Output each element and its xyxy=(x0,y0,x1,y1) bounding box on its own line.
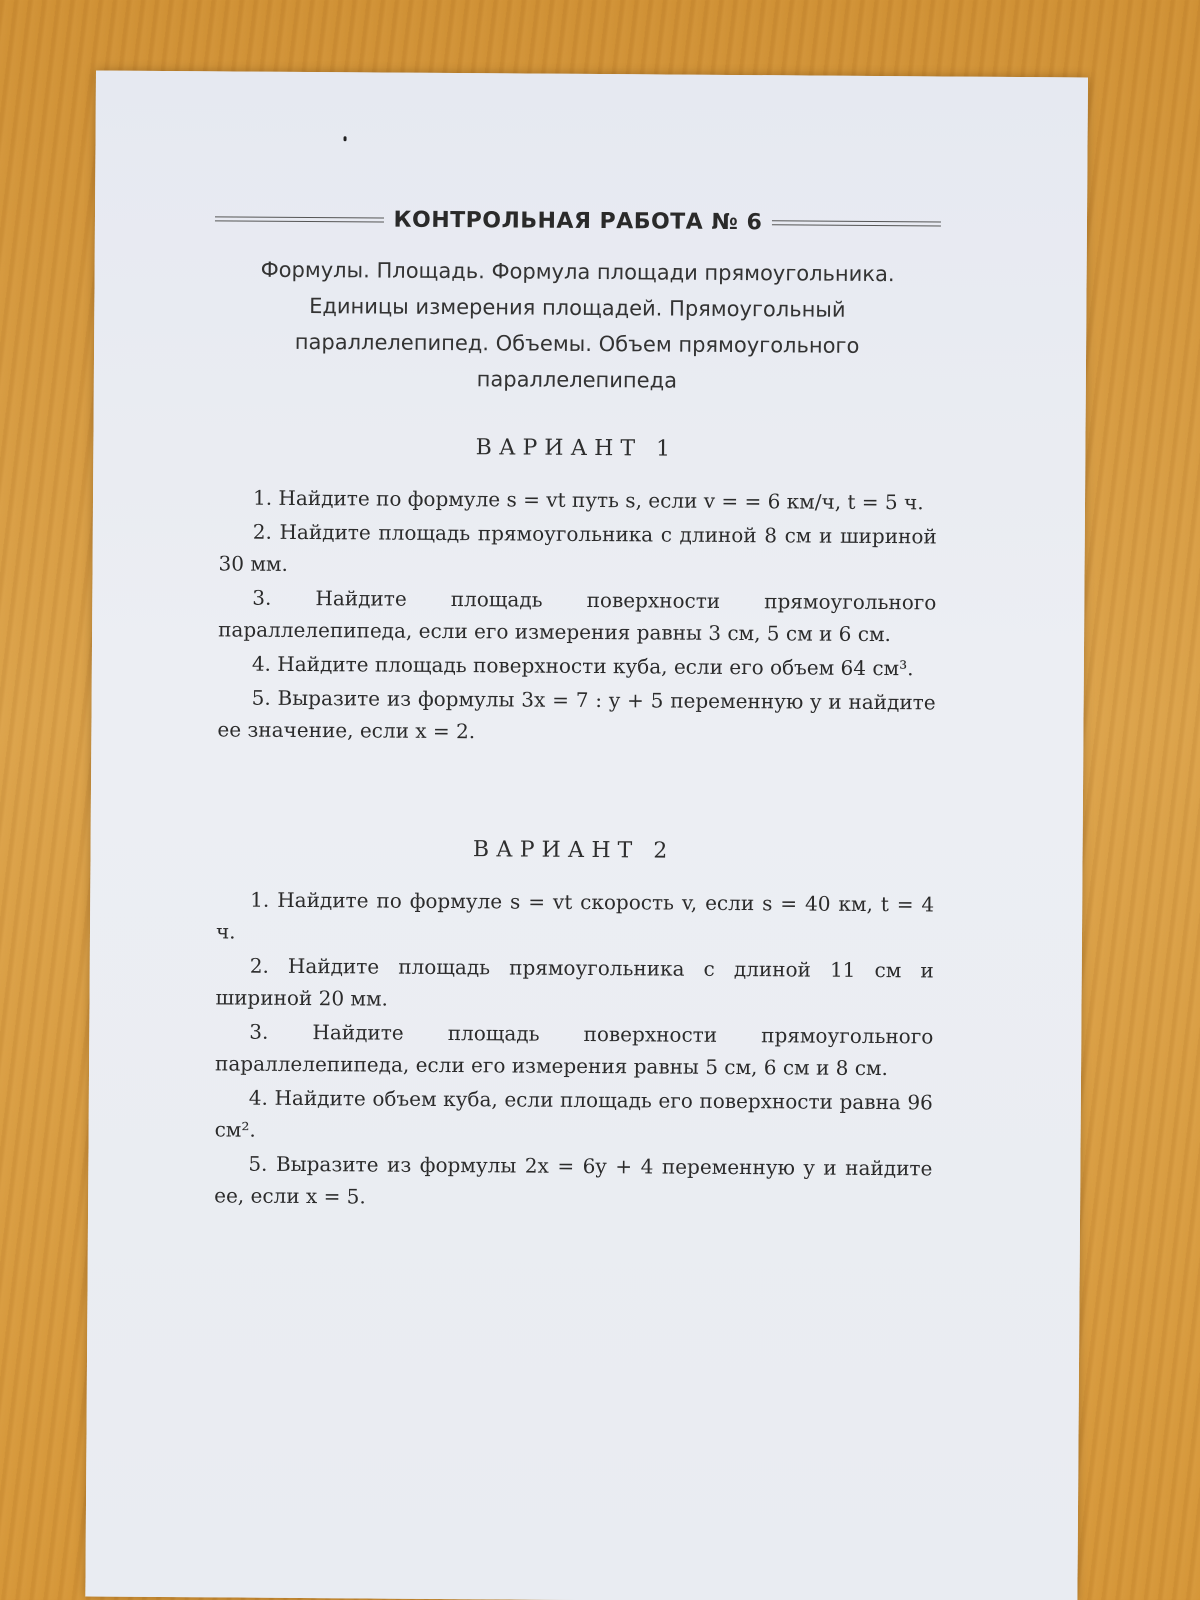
task-item: 4. Найдите площадь поверхности куба, если его объем 64 см³. xyxy=(251,651,914,681)
ink-speck xyxy=(344,136,347,141)
task-item: 2. Найдите площадь прямоугольника с длиной 11 см и шириной 20 мм. xyxy=(215,953,934,1011)
task-item: 3. Найдите площадь поверхности прямоугольного параллелепипеда, если его измерения равны 3 см, 5 см и 6 см. xyxy=(218,585,937,647)
header-rule-left xyxy=(215,216,384,222)
variant-2-heading: ВАРИАНТ 2 xyxy=(472,837,675,864)
header-rule-right xyxy=(772,220,941,226)
task-item: 1. Найдите по формуле s = vt скорость v, если s = 40 км, t = 4 ч. xyxy=(215,887,935,944)
task-item: 4. Найдите объем куба, если площадь его поверхности равна 96 см². xyxy=(214,1085,933,1142)
task-item: 1. Найдите по формуле s = vt путь s, если v = = 6 км/ч, t = 5 ч. xyxy=(252,485,924,515)
task-item: 3. Найдите площадь поверхности прямоугольного параллелепипеда, если его измерения равны 5 см, 6 см и 8 см. xyxy=(214,1019,934,1081)
document-subtitle: Формулы. Площадь. Формула площади прямоугольника. Единицы измерения площадей. Прямоугольный параллелепипед. Объемы. Объем прямоугольного параллелепипеда xyxy=(260,257,895,393)
variant-2-tasks xyxy=(214,883,934,1218)
task-item: 2. Найдите площадь прямоугольника с длиной 8 см и шириной 30 мм. xyxy=(218,519,937,576)
document-title: КОНТРОЛЬНАЯ РАБОТА № 6 xyxy=(393,207,763,235)
task-item: 5. Выразите из формулы 2x = 6y + 4 переменную y и найдите ее, если x = 5. xyxy=(214,1151,933,1209)
paper-sheet xyxy=(85,71,1088,1600)
task-item: 5. Выразите из формулы 3x = 7 : y + 5 переменную y и найдите ее значение, если x = 2. xyxy=(217,685,936,744)
variant-1-tasks xyxy=(217,481,937,752)
variant-1-heading: ВАРИАНТ 1 xyxy=(475,435,678,462)
document-header xyxy=(215,203,941,238)
